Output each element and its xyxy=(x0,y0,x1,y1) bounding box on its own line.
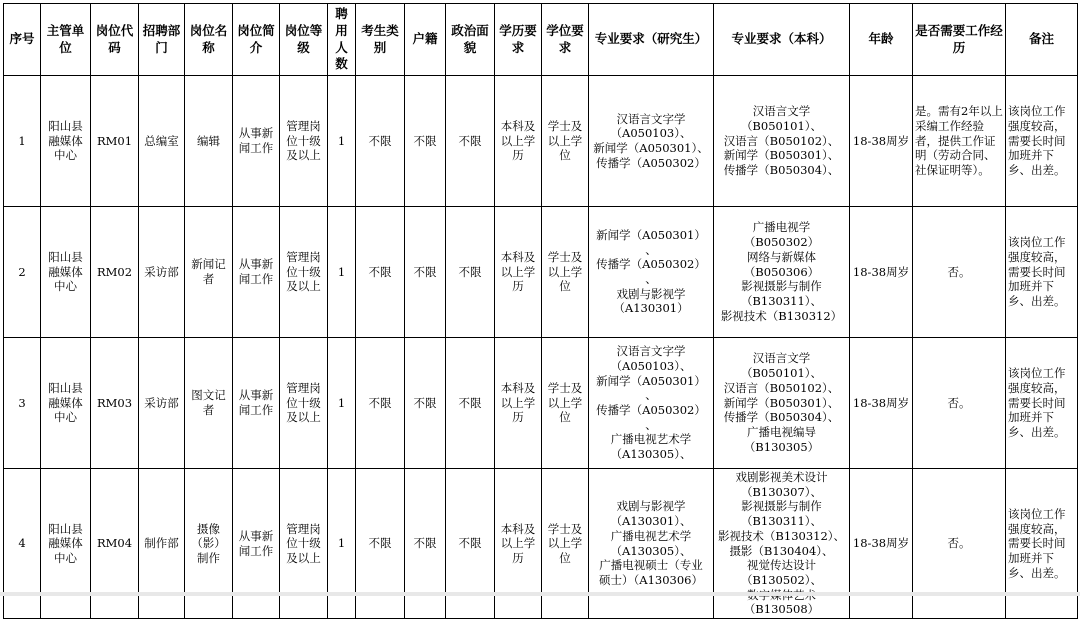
huji-cell: 不限 xyxy=(405,76,446,207)
header-row xyxy=(4,4,1078,76)
major-line: （B050101）、 xyxy=(740,118,823,133)
title-cell: 编辑 xyxy=(185,76,233,207)
header-cell: 学位要求 xyxy=(542,4,589,76)
major-line: （A130301） xyxy=(613,301,689,316)
header-cell: 户籍 xyxy=(405,4,446,76)
major-line: 新闻学（A050301）、 xyxy=(593,141,709,155)
education-cell: 本科及以上学历 xyxy=(495,76,542,207)
major-line: （A050103）、 xyxy=(610,358,692,373)
horizontal-scrollbar[interactable] xyxy=(0,592,1080,596)
major-line: 广播电视艺术学 xyxy=(610,528,692,543)
major-line: 摄影（B130404）、 xyxy=(729,543,834,558)
major-line: 新闻学（A050301） xyxy=(596,373,706,388)
level-cell: 管理岗位十级及以上 xyxy=(280,207,328,338)
code-cell: RM02 xyxy=(91,207,139,338)
unit-cell: 阳山县融媒体中心 xyxy=(41,469,91,619)
experience-cell: 否。 xyxy=(913,338,1006,469)
code-cell: RM03 xyxy=(91,338,139,469)
age-cell: 18-38周岁 xyxy=(850,338,913,469)
intro-cell: 从事新闻工作 xyxy=(233,76,280,207)
major-line: 影视摄影与制作 xyxy=(741,499,822,514)
header-cell: 年龄 xyxy=(850,4,913,76)
header-cell: 政治面貌 xyxy=(446,4,495,76)
table-row xyxy=(4,469,1078,619)
count-cell: 1 xyxy=(328,207,356,338)
header-cell: 聘用人数 xyxy=(328,4,356,76)
table-row xyxy=(4,207,1078,338)
huji-cell: 不限 xyxy=(405,207,446,338)
age-cell: 18-38周岁 xyxy=(850,207,913,338)
grad-major-cell xyxy=(589,207,714,338)
index-cell: 4 xyxy=(4,469,41,619)
count-cell: 1 xyxy=(328,469,356,619)
dept-cell: 采访部 xyxy=(139,207,185,338)
title-cell: 摄像（影）制作 xyxy=(185,469,233,619)
major-line: （B130305） xyxy=(743,439,820,454)
major-line: 新闻学（B050301）、 xyxy=(723,395,840,410)
education-cell: 本科及以上学历 xyxy=(495,338,542,469)
remark-cell: 该岗位工作强度较高，需要长时间加班并下乡、出差。 xyxy=(1006,76,1078,207)
header-cell: 是否需要工作经历 xyxy=(913,4,1006,76)
intro-cell: 从事新闻工作 xyxy=(233,469,280,619)
major-line: 汉语言文字学 xyxy=(616,344,686,359)
remark-cell: 该岗位工作强度较高，需要长时间加班并下乡、出差。 xyxy=(1006,469,1078,619)
major-line: （B130311）、 xyxy=(740,294,823,309)
major-line: 传播学（A050302） xyxy=(596,257,706,272)
candidate-cell: 不限 xyxy=(356,207,405,338)
major-line: 影视技术（B130312） xyxy=(720,308,843,323)
major-line: 、 xyxy=(645,272,657,286)
header-cell: 备注 xyxy=(1006,4,1078,76)
major-line: 广播电视艺术学 xyxy=(610,432,692,447)
grad-major-cell xyxy=(589,469,714,619)
header-cell: 岗位等级 xyxy=(280,4,328,76)
huji-cell: 不限 xyxy=(405,338,446,469)
header-cell: 岗位名称 xyxy=(185,4,233,76)
major-line: 、 xyxy=(645,388,657,403)
education-cell: 本科及以上学历 xyxy=(495,207,542,338)
header-cell: 岗位代码 xyxy=(91,4,139,76)
major-line: 传播学（B050304）、 xyxy=(723,163,840,178)
header-cell: 专业要求（本科） xyxy=(714,4,850,76)
count-cell: 1 xyxy=(328,76,356,207)
major-line: （A050103）、 xyxy=(610,126,692,141)
age-cell: 18-38周岁 xyxy=(850,469,913,619)
level-cell: 管理岗位十级及以上 xyxy=(280,469,328,619)
code-cell: RM01 xyxy=(91,76,139,207)
candidate-cell: 不限 xyxy=(356,338,405,469)
table-row xyxy=(4,338,1078,469)
ug-major-cell xyxy=(714,469,850,619)
major-line: 广播电视学 xyxy=(752,220,811,235)
major-line: （B050101）、 xyxy=(740,366,823,381)
major-line: （B130311）、 xyxy=(740,514,823,529)
major-line: 广播电视编导 xyxy=(747,425,816,440)
title-cell: 新闻记者 xyxy=(185,207,233,338)
dept-cell: 制作部 xyxy=(139,469,185,619)
major-line: （A130305）、 xyxy=(610,447,692,462)
major-line: （B050306） xyxy=(743,264,820,279)
major-line: （A130305）、 xyxy=(610,543,692,558)
table-row xyxy=(4,76,1078,207)
title-cell: 图文记者 xyxy=(185,338,233,469)
major-line: 视觉传达设计 xyxy=(747,558,816,573)
major-line: 、 xyxy=(645,417,657,432)
major-line: 广播电视硕士（专业 xyxy=(599,558,703,573)
experience-cell: 是。需有2年以上采编工作经验者，提供工作证明（劳动合同、社保证明等）。 xyxy=(913,76,1006,207)
degree-cell: 学士及以上学位 xyxy=(542,207,589,338)
major-line: 新闻学（B050301）、 xyxy=(723,148,840,163)
major-line: （B130508） xyxy=(743,602,820,617)
intro-cell: 从事新闻工作 xyxy=(233,207,280,338)
major-line: 汉语言（B050102）、 xyxy=(723,380,840,395)
degree-cell: 学士及以上学位 xyxy=(542,469,589,619)
grad-major-cell xyxy=(589,76,714,207)
count-cell: 1 xyxy=(328,338,356,469)
major-line: 影视摄影与制作 xyxy=(741,279,822,294)
major-line: 影视技术（B130312）、 xyxy=(717,528,846,543)
major-line: 汉语言文学 xyxy=(752,351,811,366)
header-cell: 招聘部门 xyxy=(139,4,185,76)
degree-cell: 学士及以上学位 xyxy=(542,338,589,469)
major-line: （B050302） xyxy=(743,235,820,250)
grad-major-cell xyxy=(589,338,714,469)
major-line: 戏剧影视美术设计 xyxy=(735,470,828,484)
major-line: （B130502）、 xyxy=(740,573,823,588)
index-cell: 3 xyxy=(4,338,41,469)
political-cell: 不限 xyxy=(446,207,495,338)
level-cell: 管理岗位十级及以上 xyxy=(280,338,328,469)
degree-cell: 学士及以上学位 xyxy=(542,76,589,207)
header-cell: 学历要求 xyxy=(495,4,542,76)
header-cell: 考生类别 xyxy=(356,4,405,76)
recruitment-table xyxy=(3,3,1078,619)
unit-cell: 阳山县融媒体中心 xyxy=(41,207,91,338)
major-line: 新闻学（A050301） xyxy=(596,227,706,242)
unit-cell: 阳山县融媒体中心 xyxy=(41,338,91,469)
major-line: 传播学（A050302） xyxy=(596,155,706,170)
header-cell: 专业要求（研究生） xyxy=(589,4,714,76)
dept-cell: 采访部 xyxy=(139,338,185,469)
header-cell: 岗位简介 xyxy=(233,4,280,76)
remark-cell: 该岗位工作强度较高，需要长时间加班并下乡、出差。 xyxy=(1006,338,1078,469)
major-line: 硕士）（A130306） xyxy=(599,573,703,588)
experience-cell: 否。 xyxy=(913,207,1006,338)
dept-cell: 总编室 xyxy=(139,76,185,207)
major-line: 汉语言（B050102）、 xyxy=(723,133,840,148)
ug-major-cell xyxy=(714,76,850,207)
major-line: 、 xyxy=(645,242,657,257)
age-cell: 18-38周岁 xyxy=(850,76,913,207)
candidate-cell: 不限 xyxy=(356,76,405,207)
unit-cell: 阳山县融媒体中心 xyxy=(41,76,91,207)
experience-cell: 否。 xyxy=(913,469,1006,619)
intro-cell: 从事新闻工作 xyxy=(233,338,280,469)
ug-major-cell xyxy=(714,338,850,469)
major-line: 汉语言文学 xyxy=(752,104,811,119)
major-line: （B130307）、 xyxy=(740,484,823,499)
ug-major-cell xyxy=(714,207,850,338)
political-cell: 不限 xyxy=(446,338,495,469)
code-cell: RM04 xyxy=(91,469,139,619)
header-cell: 主管单位 xyxy=(41,4,91,76)
huji-cell: 不限 xyxy=(405,469,446,619)
major-line: （A130301）、 xyxy=(610,514,692,529)
major-line: 网络与新媒体 xyxy=(747,249,816,264)
index-cell: 2 xyxy=(4,207,41,338)
major-line: 传播学（B050304）、 xyxy=(723,410,840,425)
header-cell: 序号 xyxy=(4,4,41,76)
level-cell: 管理岗位十级及以上 xyxy=(280,76,328,207)
index-cell: 1 xyxy=(4,76,41,207)
major-line: 传播学（A050302） xyxy=(596,403,706,417)
major-line: 汉语言文字学 xyxy=(616,111,686,126)
major-line: 戏剧与影视学 xyxy=(616,286,686,301)
education-cell: 本科及以上学历 xyxy=(495,469,542,619)
remark-cell: 该岗位工作强度较高，需要长时间加班并下乡、出差。 xyxy=(1006,207,1078,338)
political-cell: 不限 xyxy=(446,76,495,207)
major-line: 戏剧与影视学 xyxy=(616,499,686,514)
candidate-cell: 不限 xyxy=(356,469,405,619)
political-cell: 不限 xyxy=(446,469,495,619)
